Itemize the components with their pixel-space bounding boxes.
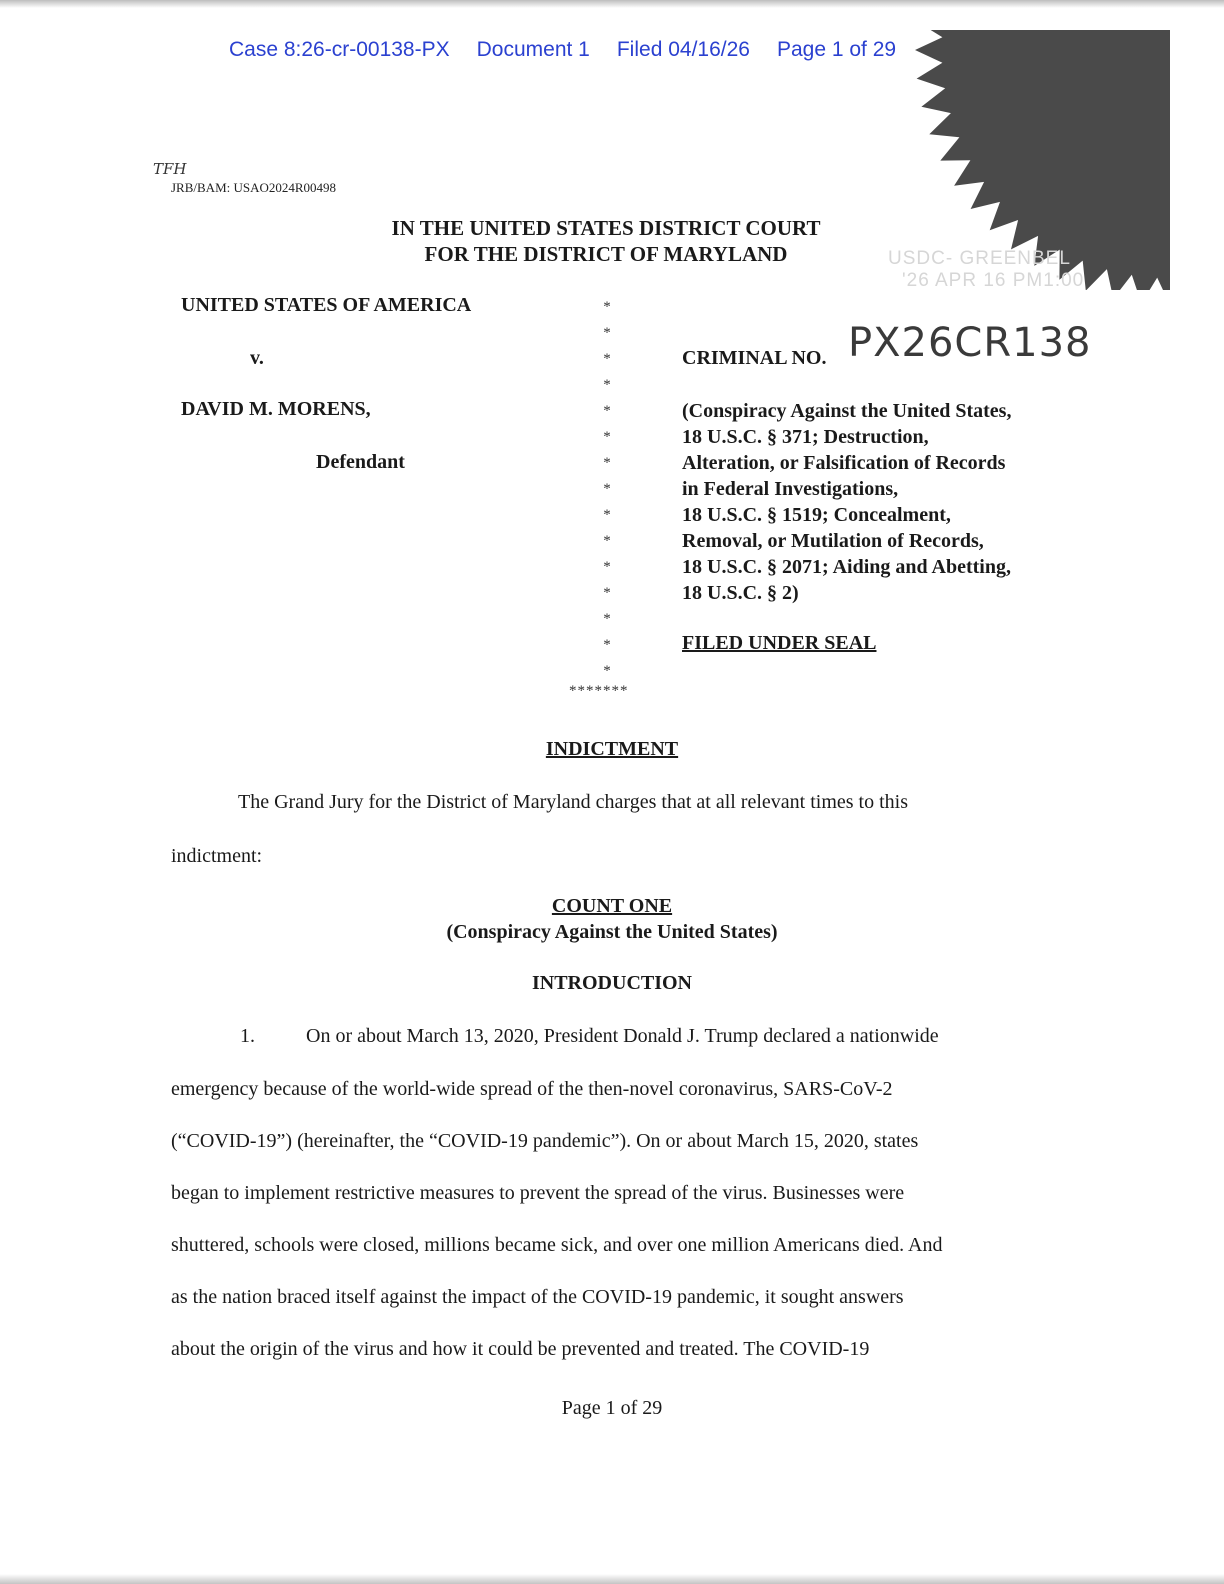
document-number: Document 1 bbox=[476, 38, 590, 61]
file-reference: JRB/BAM: USAO2024R00498 bbox=[171, 180, 337, 195]
paragraph-line: as the nation braced itself against the impact of the COVID-19 pandemic, it sought answers bbox=[171, 1286, 904, 1308]
caption-star: * bbox=[603, 637, 611, 653]
page-footer: Page 1 of 29 bbox=[561, 1397, 663, 1419]
plaintiff-name: UNITED STATES OF AMERICA bbox=[181, 294, 472, 316]
case-number: Case 8:26-cr-00138-PX bbox=[229, 38, 450, 61]
handwritten-initials: TFH bbox=[153, 160, 187, 178]
charge-line: 18 U.S.C. § 371; Destruction, bbox=[682, 426, 929, 448]
caption-star: * bbox=[603, 663, 611, 679]
filed-under-seal: FILED UNDER SEAL bbox=[682, 632, 877, 654]
court-title-line-1: IN THE UNITED STATES DISTRICT COURT bbox=[391, 216, 821, 240]
page-count: Page 1 of 29 bbox=[776, 38, 897, 61]
caption-star: * bbox=[603, 429, 611, 445]
paragraph-first-line: On or about March 13, 2020, President Donald J. Trump declared a nationwide bbox=[306, 1025, 939, 1047]
paragraph-line: about the origin of the virus and how it could be prevented and treated. The COVID-19 bbox=[171, 1338, 870, 1360]
caption-star: * bbox=[603, 481, 611, 497]
versus: v. bbox=[250, 347, 264, 369]
caption-star: * bbox=[603, 351, 611, 367]
section-heading: INTRODUCTION bbox=[531, 972, 693, 994]
caption-star: * bbox=[603, 325, 611, 341]
paragraph-line: began to implement restrictive measures to prevent the spread of the virus. Businesses were bbox=[171, 1182, 905, 1204]
charge-line: 18 U.S.C. § 2) bbox=[682, 582, 799, 604]
paragraph-line: shuttered, schools were closed, millions became sick, and over one million Americans died. And bbox=[171, 1234, 943, 1256]
preamble-line-1: The Grand Jury for the District of Maryland charges that at all relevant times to this bbox=[238, 791, 908, 813]
criminal-number-handwritten: PX26CR138 bbox=[848, 320, 1092, 366]
charge-line: 18 U.S.C. § 2071; Aiding and Abetting, bbox=[682, 556, 1011, 578]
charges-list bbox=[682, 398, 1011, 606]
caption-divider-stars bbox=[599, 294, 615, 684]
paragraph-line: emergency because of the world-wide spread of the then-novel coronavirus, SARS-CoV-2 bbox=[171, 1078, 893, 1100]
page-bottom-edge bbox=[0, 1574, 1224, 1584]
charge-line: Removal, or Mutilation of Records, bbox=[682, 530, 984, 552]
stamp-line-2: '26 APR 16 PM1:00 bbox=[902, 270, 1085, 291]
ecf-filing-header bbox=[229, 38, 923, 62]
court-title bbox=[0, 215, 1224, 267]
paragraph-number: 1. bbox=[240, 1025, 255, 1047]
charge-line: in Federal Investigations, bbox=[682, 478, 899, 500]
count-subtitle: (Conspiracy Against the United States) bbox=[446, 921, 778, 943]
caption-star-row: ******* bbox=[569, 683, 629, 699]
caption-star: * bbox=[603, 559, 611, 575]
caption-star: * bbox=[603, 455, 611, 471]
caption-star: * bbox=[603, 377, 611, 393]
caption-star: * bbox=[603, 585, 611, 601]
caption-star: * bbox=[603, 403, 611, 419]
indictment-title: INDICTMENT bbox=[545, 738, 679, 760]
charge-line: 18 U.S.C. § 1519; Concealment, bbox=[682, 504, 951, 526]
preamble-line-2: indictment: bbox=[171, 845, 263, 867]
caption-star: * bbox=[603, 507, 611, 523]
stamp-line-1: USDC- GREENBEL bbox=[888, 248, 1071, 269]
criminal-number-label: CRIMINAL NO. bbox=[682, 347, 827, 369]
page-top-edge bbox=[0, 0, 1224, 8]
filed-date: Filed 04/16/26 bbox=[616, 38, 750, 61]
caption-star: * bbox=[603, 533, 611, 549]
defendant-name: DAVID M. MORENS, bbox=[181, 398, 371, 420]
defendant-label: Defendant bbox=[316, 451, 405, 473]
charge-line: (Conspiracy Against the United States, bbox=[682, 400, 1012, 422]
court-title-line-2: FOR THE DISTRICT OF MARYLAND bbox=[424, 242, 788, 266]
charge-line: Alteration, or Falsification of Records bbox=[682, 452, 1006, 474]
count-title: COUNT ONE bbox=[551, 895, 673, 917]
caption-star: * bbox=[603, 611, 611, 627]
paragraph-line: (“COVID-19”) (hereinafter, the “COVID-19 pandemic”). On or about March 15, 2020, states bbox=[171, 1130, 919, 1152]
caption-star: * bbox=[603, 299, 611, 315]
